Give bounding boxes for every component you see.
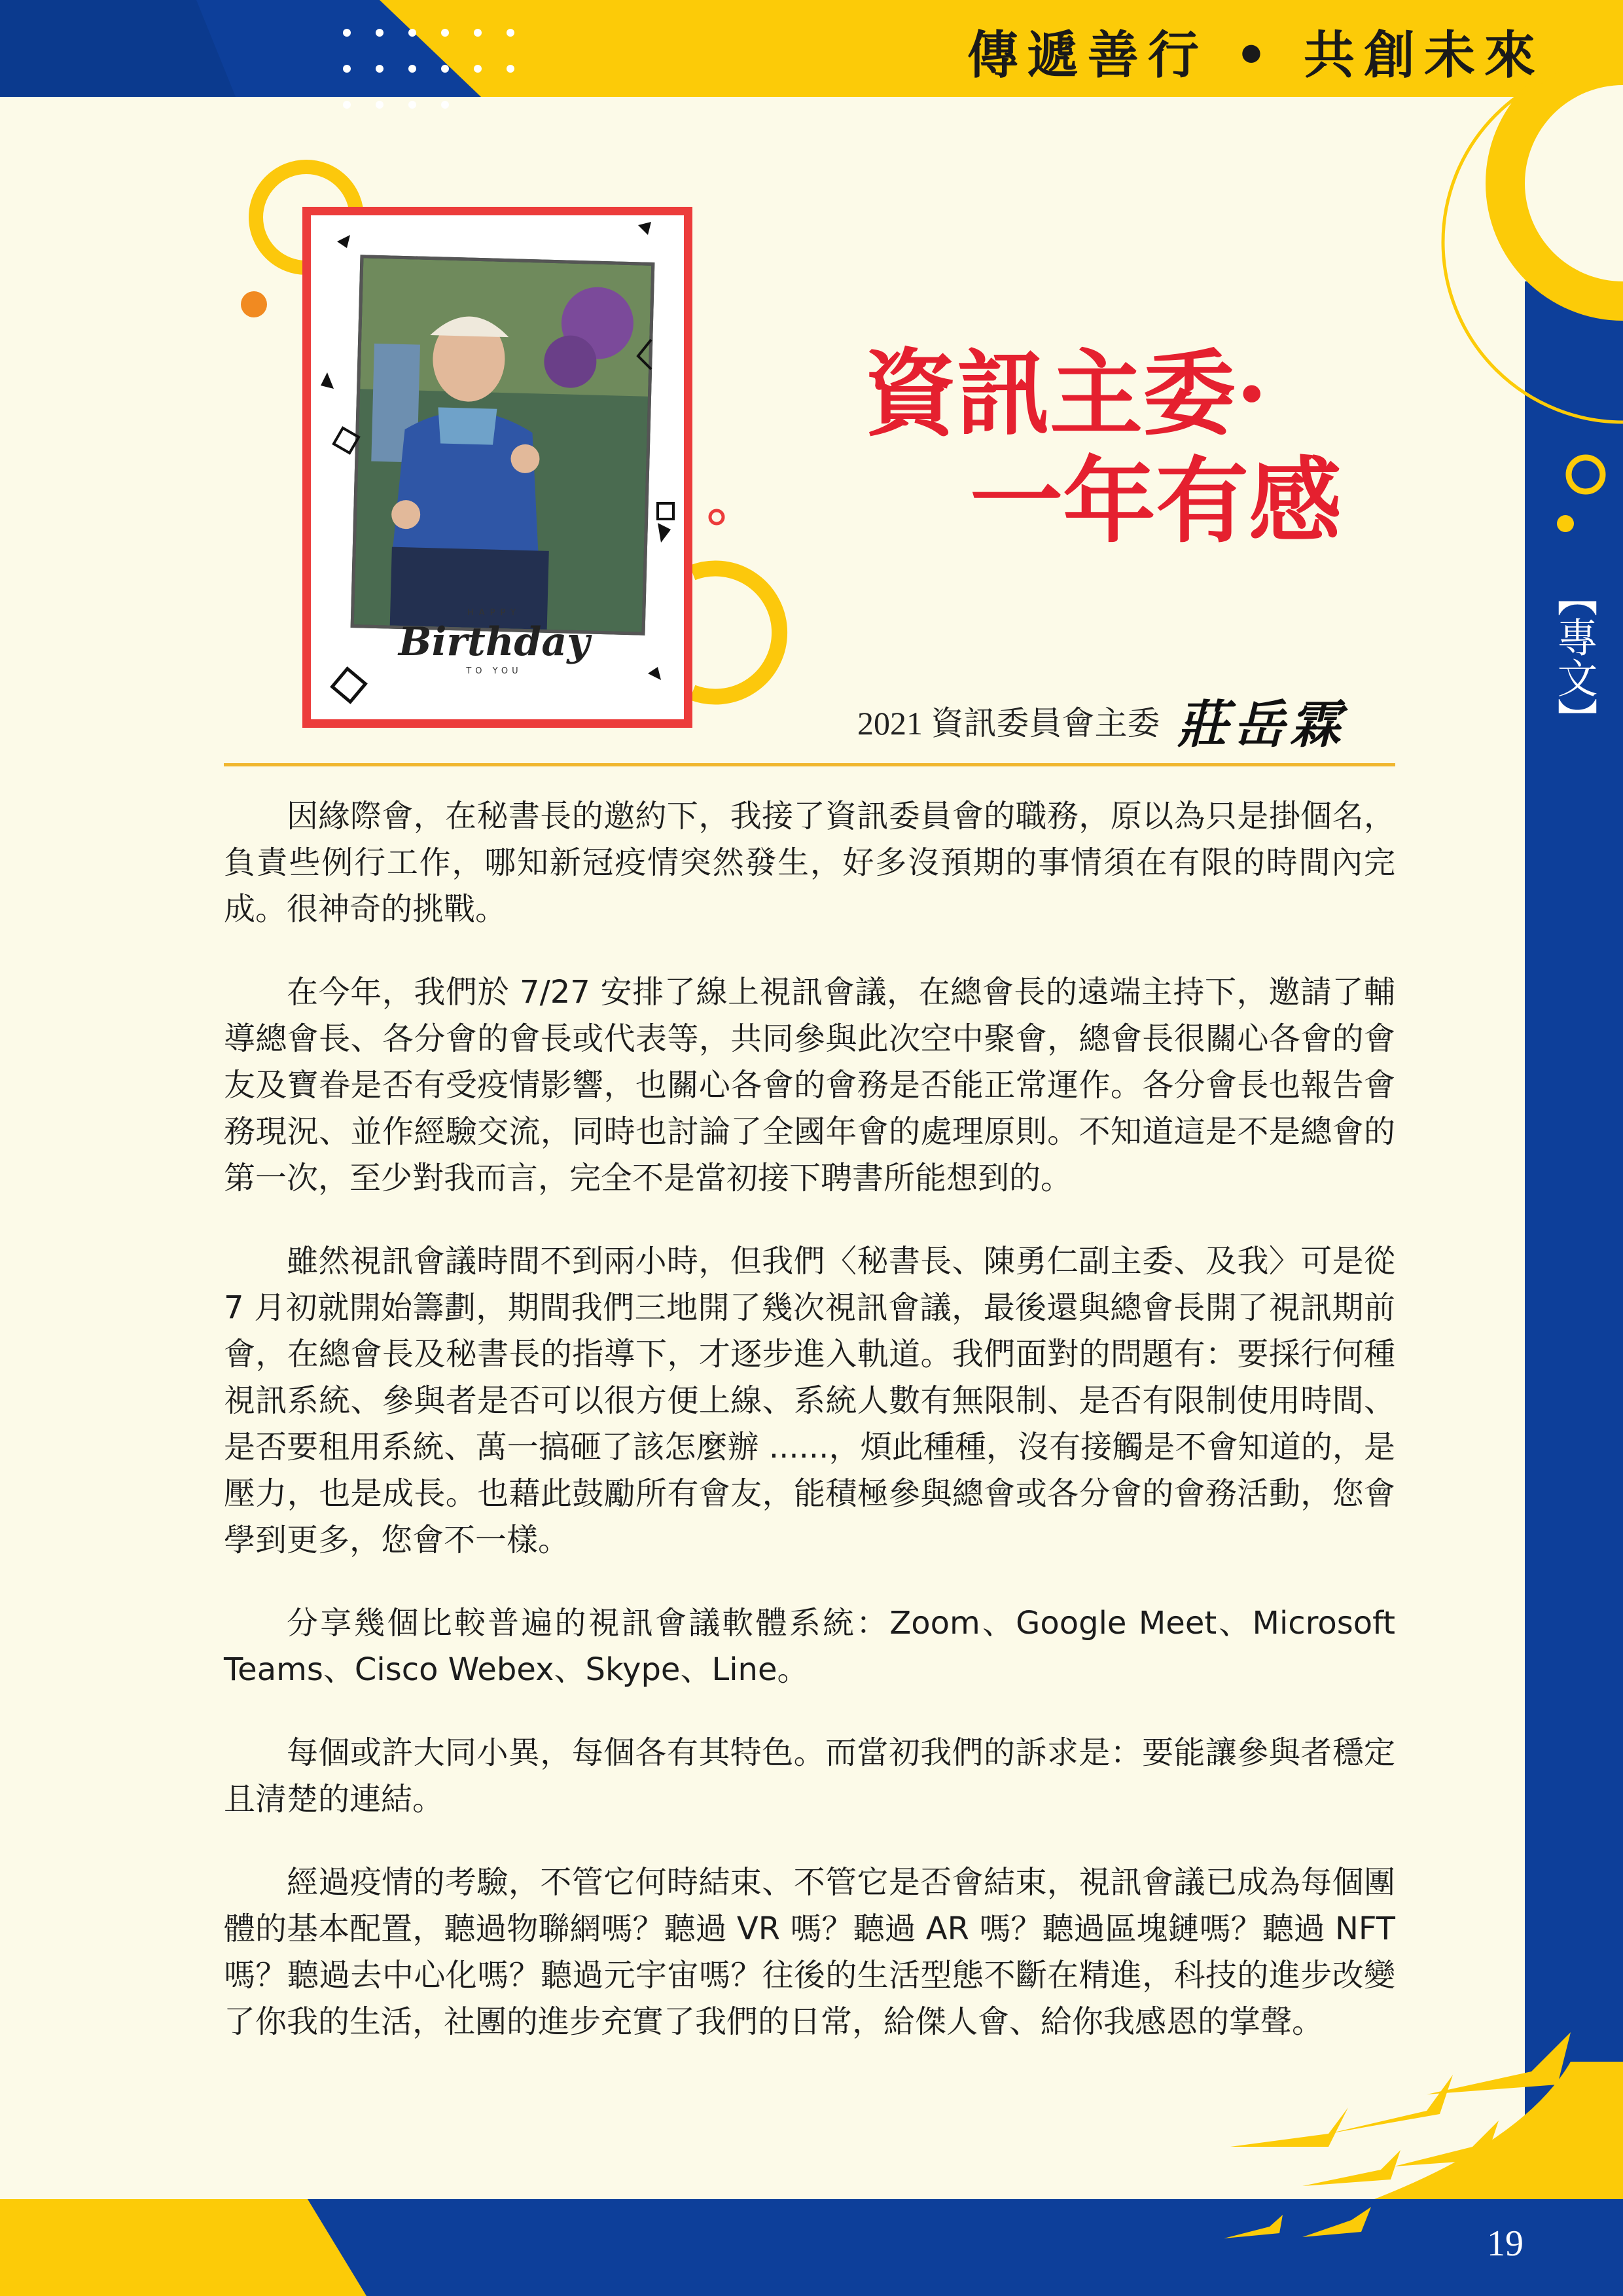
author-name: 莊岳霖 — [1177, 695, 1346, 755]
paragraph: 因緣際會，在秘書長的邀約下，我接了資訊委員會的職務，原以為只是掛個名，負責些例行工作，哪知新冠疫情突然發生，好多沒預期的事情須在有限的時間內完成。很神奇的挑戰。 — [224, 798, 1395, 927]
section-tab-text: 【專文】 — [1550, 576, 1598, 738]
card-bottom-text: TO YOU — [466, 666, 522, 676]
article-title-line1: 資訊主委· — [864, 340, 1268, 448]
title-divider — [224, 763, 1395, 766]
article-title-line2: 一年有感 — [970, 447, 1342, 556]
article-body — [224, 793, 1395, 2082]
section-tab-label — [1538, 576, 1610, 750]
author-byline — [857, 684, 1394, 756]
author-role: 2021 資訊委員會主委 — [857, 705, 1160, 742]
paragraph: 雖然視訊會議時間不到兩小時，但我們〈秘書長、陳勇仁副主委、及我〉可是從 7 月初就開始籌劃，期間我們三地開了幾次視訊會議，最後還與總會長開了視訊期前會，在總會長及秘書長的指導下，才逐步進入軌道。我們面對的問題有：要採行何種視訊系統、參與者是否可以很方便上線、系統人數有無限制、是否有限制使用時間、是否要租用系統、萬一搞砸了該怎麼辦 ......，煩此種種，沒有接觸是不會知道的，是壓力，也是成長。也藉此鼓勵所有會友，能積極參與總會或各分會的會務活動，您會學到更多，您會不一樣。 — [224, 1243, 1395, 1558]
paragraph: 經過疫情的考驗，不管它何時結束、不管它是否會結束，視訊會議已成為每個團體的基本配置，聽過物聯網嗎？聽過 VR 嗎？聽過 AR 嗎？聽過區塊鏈嗎？聽過 NFT 嗎？聽過去中心化嗎？聽過元宇宙嗎？往後的生活型態不斷在精進，科技的進步改變了你我的生活，社團的進步充實了我們的日常，給傑人會、給你我感恩的掌聲。 — [224, 1864, 1395, 2040]
header-slogan: 傳遞善行 • 共創未來 — [967, 26, 1544, 85]
card-main-text: Birthday — [398, 619, 590, 665]
paragraph: 每個或許大同小異，每個各有其特色。而當初我們的訴求是：要能讓參與者穩定且清楚的連結。 — [224, 1734, 1395, 1818]
card-triangle-confetti — [311, 215, 684, 719]
paragraph: 分享幾個比較普遍的視訊會議軟體系統：Zoom、Google Meet、Microsoft Teams、Cisco Webex、Skype、Line。 — [224, 1605, 1395, 1688]
paragraph: 在今年，我們於 7/27 安排了線上視訊會議，在總會長的遠端主持下，邀請了輔導總會長、各分會的會長或代表等，共同參與此次空中聚會，總會長很關心各會的會友及寶眷是否有受疫情影響，也關心各會的會務是否能正常運作。各分會長也報告會務現況、並作經驗交流，同時也討論了全國年會的處理原則。不知道這是不是總會的第一次，至少對我而言，完全不是當初接下聘書所能想到的。 — [224, 974, 1395, 1196]
profile-photo-card — [302, 207, 692, 728]
page-number: 19 — [1487, 2223, 1524, 2264]
card-top-text: HAPPY — [467, 608, 521, 618]
